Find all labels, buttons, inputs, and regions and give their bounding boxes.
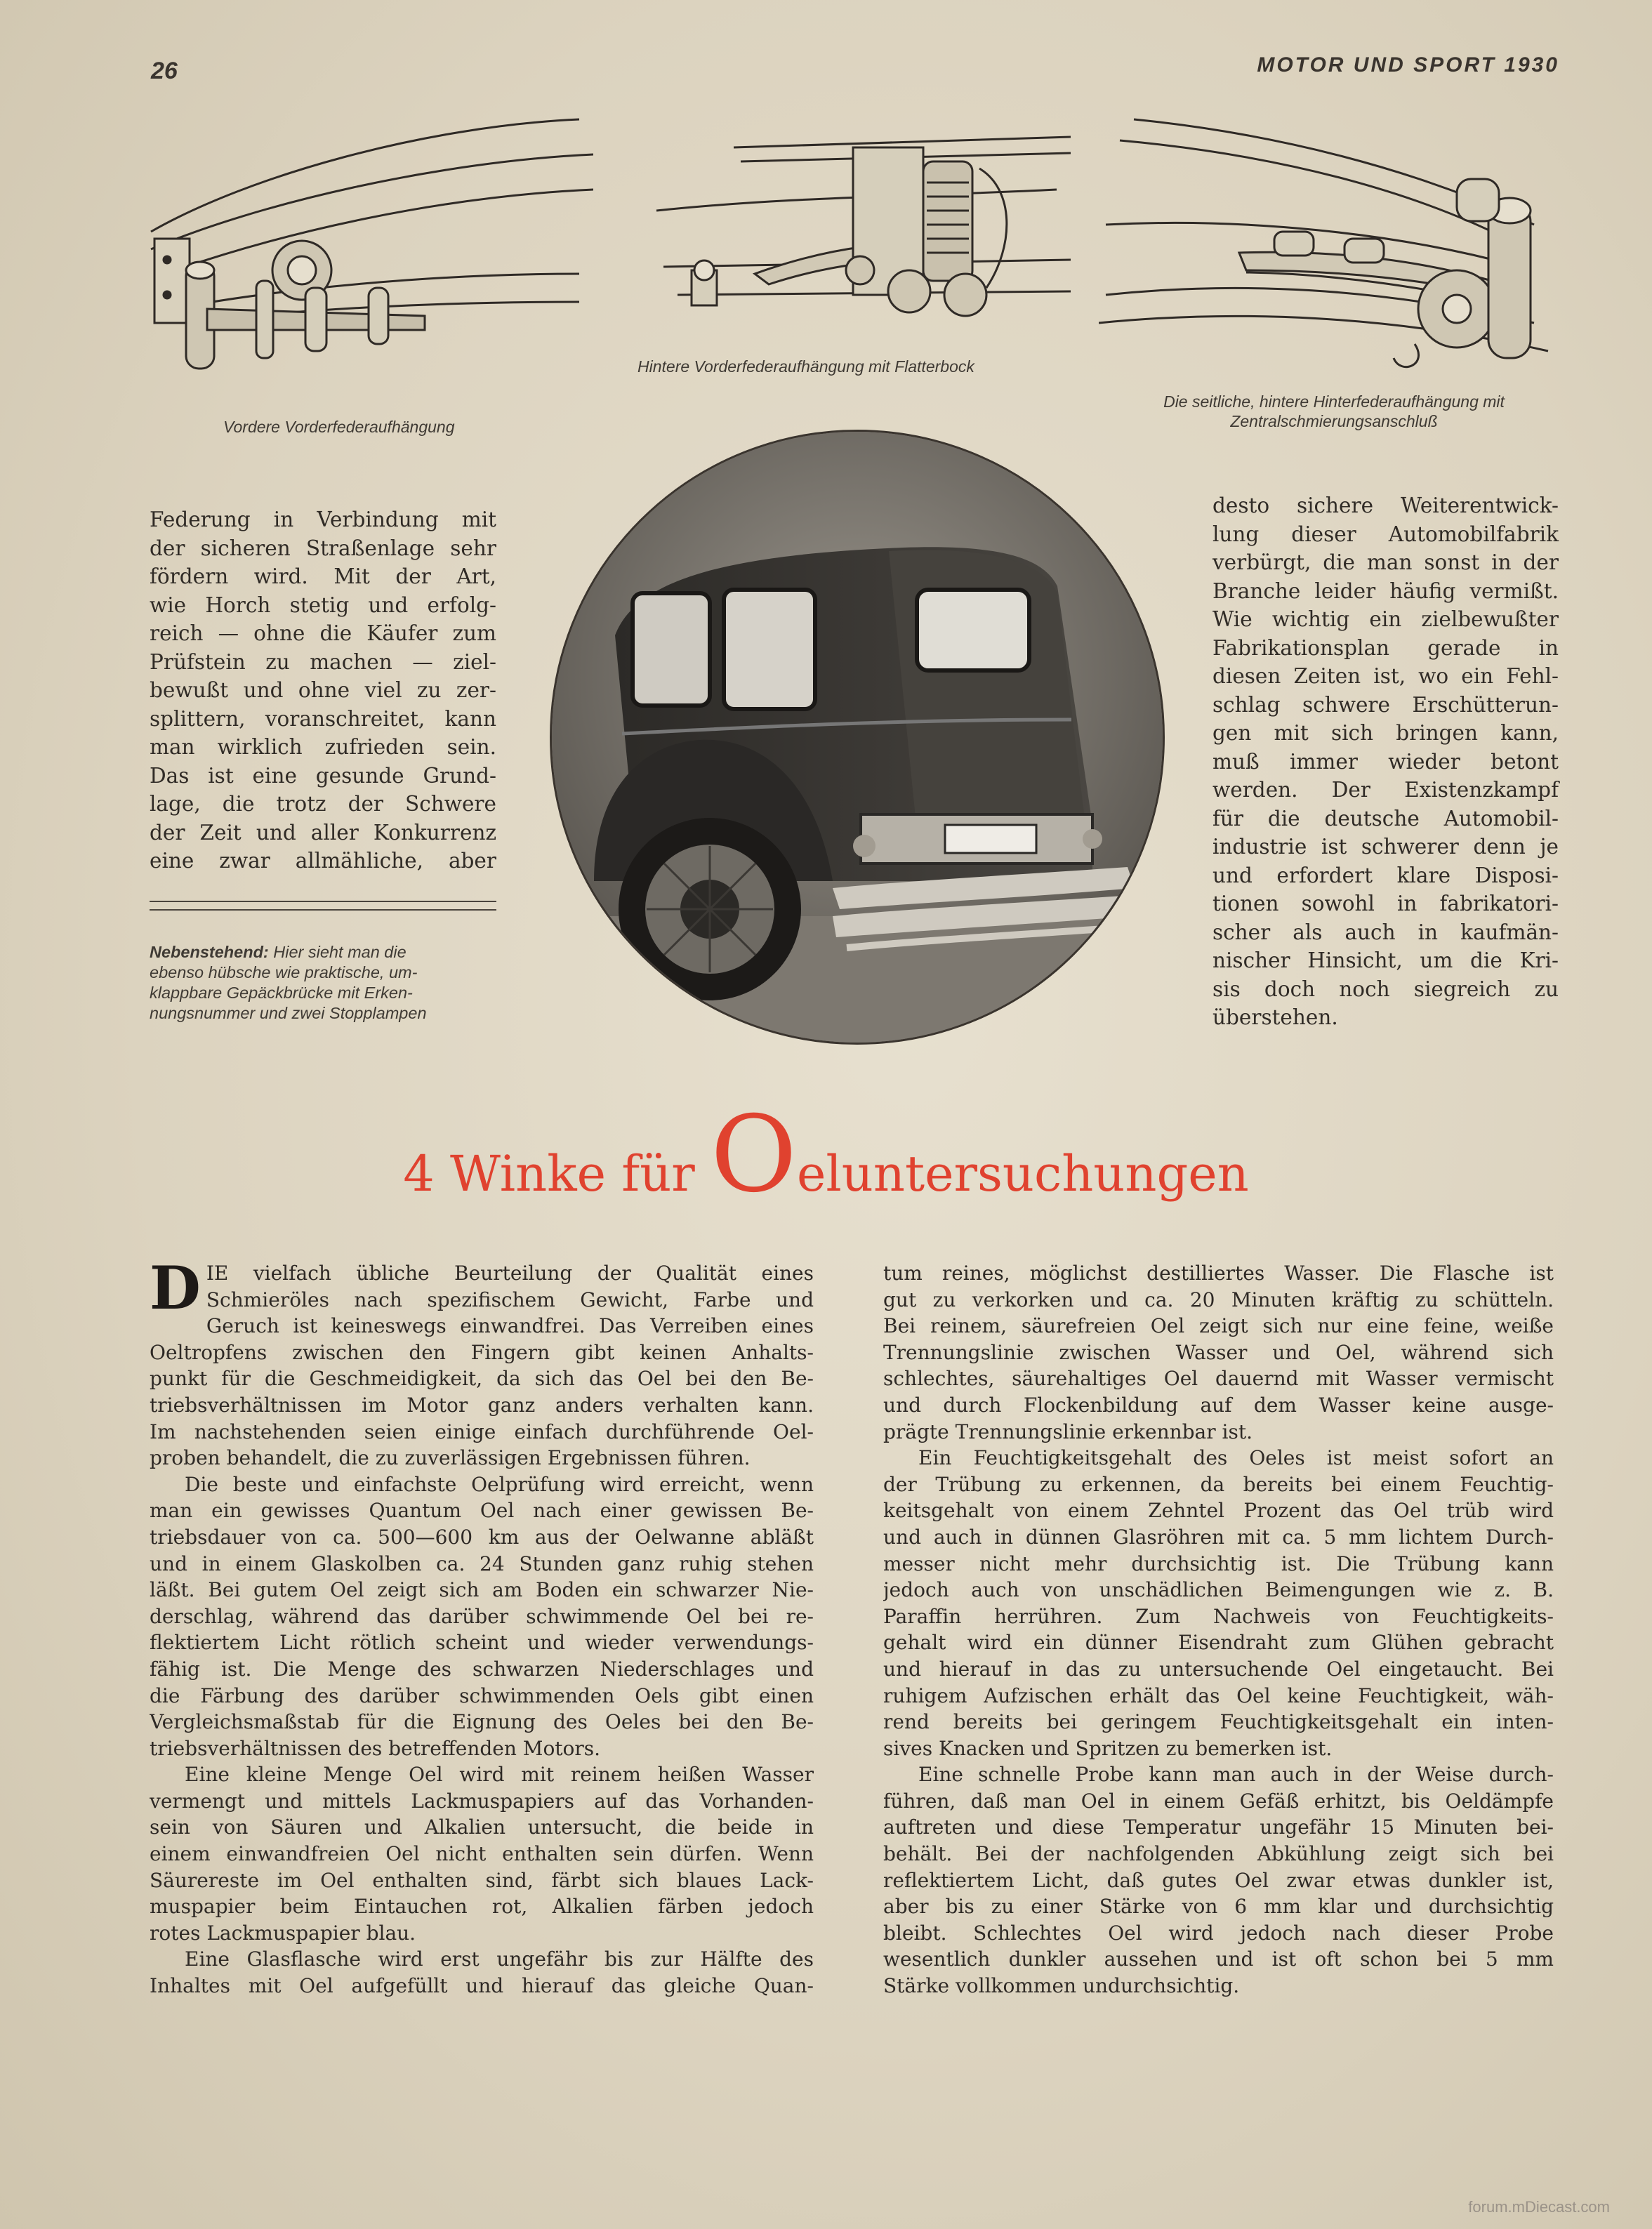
title-initial: O — [711, 1094, 797, 1216]
article-line: gut zu verkorken und ca. 20 Minuten kräftig zu schütteln. — [883, 1288, 1554, 1311]
text-line: sis doch noch siegreich zu — [1212, 977, 1559, 1001]
article-line: Eine schnelle Probe kann man auch in der Weise durch- — [918, 1763, 1554, 1787]
text-line: Fabrikationsplan gerade in — [1212, 635, 1559, 660]
text-line: desto sichere Weiterentwick- — [1212, 494, 1559, 517]
article-line: gehalt wird ein dünner Eisendraht zum Glühen gebracht — [883, 1631, 1554, 1655]
article-line: und auch in dünnen Glasröhren mit ca. 5 mm lichtem Durch- — [883, 1525, 1554, 1549]
rear-suspension-caption — [1109, 392, 1559, 431]
article-line: rotes Lackmuspapier blau. — [150, 1921, 416, 1945]
article-line: Paraffin herrühren. Zum Nachweis von Feuchtigkeits- — [883, 1604, 1554, 1628]
text-line: Wie wichtig ein zielbewußter — [1212, 607, 1559, 631]
car-rear-image — [552, 432, 1163, 1043]
article-line: Die beste und einfachste Oelprüfung wird erreicht, wenn — [185, 1472, 814, 1496]
article-line: triebsverhältnissen des betreffenden Motors. — [150, 1736, 601, 1760]
magazine-header: MOTOR UND SPORT 1930 — [1257, 53, 1559, 77]
right-column-text — [1212, 491, 1559, 1032]
article-line: reflektiertem Licht, daß gutes Oel zwar etwas dunkler ist, — [883, 1868, 1554, 1892]
drop-cap: D — [150, 1253, 201, 1323]
text-line: lung dieser Automobilfabrik — [1212, 522, 1559, 546]
text-line: reich — ohne die Käufer zum — [150, 621, 496, 645]
text-line: schlag schwere Erschütterun- — [1212, 692, 1559, 717]
article-line: einem einwandfreien Oel nicht enthalten sein dürfen. Wenn — [150, 1842, 814, 1866]
title-rest: eluntersuchungen — [796, 1145, 1249, 1203]
rear-front-suspension-caption: Hintere Vorderfederaufhängung mit Flatterbock — [637, 357, 974, 376]
text-line: gen mit sich bringen kann, — [1212, 721, 1559, 745]
article-line: und hierauf in das zu untersuchende Oel eingetaucht. Bei — [883, 1657, 1554, 1681]
article-column-2-lines — [883, 1260, 1554, 1999]
article-line: auftreten und diese Temperatur ungefähr 15 Minuten bei- — [883, 1815, 1554, 1839]
article-line: tum reines, möglichst destilliertes Wasser. Die Flasche ist — [883, 1262, 1554, 1285]
text-line: bewußt und ohne viel zu zer- — [150, 678, 496, 702]
article-line: sein von Säuren und Alkalien untersucht, die beide in — [150, 1815, 814, 1839]
article-line: Trennungslinie zwischen Wasser und Oel, während sich — [883, 1340, 1554, 1364]
article-line: Oeltropfens zwischen den Fingern gibt keinen Anhalts- — [150, 1340, 814, 1364]
text-line: Branche leider häufig vermißt. — [1212, 578, 1559, 603]
title-prefix: 4 Winke für — [403, 1145, 711, 1203]
front-suspension-caption: Vordere Vorderfederaufhängung — [223, 418, 455, 436]
photo-note-line: Hier sieht man die — [268, 943, 407, 961]
photo-note-line: ebenso hübsche wie praktische, um- — [150, 963, 418, 981]
photo-note-lead: Nebenstehend: — [150, 943, 269, 961]
column-rule-top — [150, 901, 496, 902]
article-line: Stärke vollkommen undurchsichtig. — [883, 1974, 1240, 1998]
text-line: der Zeit und aller Konkurrenz — [150, 820, 496, 845]
article-line: schlechtes, säurehaltiges Oel dauernd mit Wasser vermischt — [883, 1367, 1554, 1391]
text-line: für die deutsche Automobil- — [1212, 806, 1559, 831]
article-line: sives Knacken und Spritzen zu bemerken ist. — [883, 1736, 1333, 1760]
rear-suspension-drawing — [1099, 112, 1562, 379]
article-line: Inhaltes mit Oel aufgefüllt und hierauf das gleiche Quan- — [150, 1974, 814, 1998]
text-line: verbürgt, die man sonst in der — [1212, 550, 1559, 574]
article-line: Im nachstehenden seien einige einfach durchführende Oel- — [150, 1420, 814, 1443]
article-line: muspapier beim Eintauchen rot, Alkalien färben jedoch — [150, 1895, 814, 1919]
article-column-1-lines — [150, 1253, 814, 1999]
article-line: messer nicht mehr durchsichtig ist. Die Trübung kann — [883, 1552, 1554, 1575]
article-line: Eine kleine Menge Oel wird mit reinem heißen Wasser — [185, 1763, 814, 1787]
article-line: proben behandelt, die zu zuverlässigen Ergebnissen führen. — [150, 1446, 751, 1470]
article-line: und durch Flockenbildung auf dem Wasser keine ausge- — [883, 1393, 1554, 1417]
left-column-text — [150, 505, 496, 875]
article-line: IE vielfach übliche Beurteilung der Qualität eines — [206, 1262, 814, 1285]
article-line: läßt. Bei gutem Oel zeigt sich am Boden ein schwarzer Nie- — [150, 1578, 814, 1602]
article-line: führen, daß man Oel in einem Gefäß erhitzt, bis Oeldämpfe — [883, 1789, 1554, 1813]
text-line: man wirklich zufrieden sein. — [150, 735, 496, 759]
article-line: und in einem Glaskolben ca. 24 Stunden ganz ruhig stehen — [150, 1552, 814, 1575]
photo-note-line: nungsnummer und zwei Stopplampen — [150, 1004, 427, 1022]
article-line: Schmieröles nach spezifischem Gewicht, Farbe und — [206, 1288, 814, 1311]
text-line: werden. Der Existenzkampf — [1212, 778, 1559, 802]
article-line: keitsgehalt von einem Zehntel Prozent das Oel trüb wird — [883, 1499, 1554, 1523]
text-line: überstehen. — [1212, 1005, 1338, 1029]
page-number: 26 — [151, 58, 178, 84]
article-column-2 — [883, 1260, 1554, 1999]
rear-suspension-caption-line2: Zentralschmierungsanschluß — [1230, 412, 1438, 430]
article-line: rend bereits bei geringem Feuchtigkeitsgehalt ein inten- — [883, 1710, 1554, 1734]
article-line: Säurereste im Oel enthalten sind, färbt sich blaues Lack- — [150, 1868, 814, 1892]
article-line: ruhigem Aufzischen erhält das Oel keine Feuchtigkeit, wäh- — [883, 1684, 1554, 1707]
rear-suspension-caption-line1: Die seitliche, hintere Hinterfederaufhängung mit — [1163, 392, 1505, 411]
article-line: wesentlich dunkler aussehen und ist oft schon bei 5 mm — [883, 1947, 1554, 1971]
article-line: behält. Bei der nachfolgenden Abkühlung zeigt sich bei — [883, 1842, 1554, 1866]
text-line: wie Horch stetig und erfolg- — [150, 593, 496, 617]
text-line: scher als auch in kaufmän- — [1212, 920, 1559, 944]
article-line: fähig ist. Die Menge des schwarzen Niederschlages und — [150, 1657, 814, 1681]
text-line: industrie ist schwerer denn je — [1212, 835, 1559, 859]
text-line: Das ist eine gesunde Grund- — [150, 763, 496, 788]
article-line: Bei reinem, säurefreien Oel zeigt sich nur eine feine, weiße — [883, 1314, 1554, 1338]
article-line: triebsdauer von ca. 500—600 km aus der Oelwanne abläßt — [150, 1525, 814, 1549]
article-column-1 — [150, 1253, 814, 1999]
text-line: fördern wird. Mit der Art, — [150, 564, 496, 588]
article-line: die Färbung des darüber schwimmenden Oels gibt einen — [150, 1684, 814, 1707]
front-suspension-drawing — [144, 98, 593, 414]
article-line: bleibt. Schlechtes Oel wird jedoch nach dieser Probe — [883, 1921, 1554, 1945]
article-line: punkt für die Geschmeidigkeit, da sich das Oel bei den Be- — [150, 1367, 814, 1391]
article-line: flektiertem Licht rötlich scheint und wieder verwendungs- — [150, 1631, 814, 1655]
text-line: splittern, voranschreitet, kann — [150, 706, 496, 731]
watermark: forum.mDiecast.com — [1468, 2198, 1610, 2216]
photo-note — [150, 942, 501, 1024]
text-line: diesen Zeiten ist, wo ein Fehl- — [1212, 664, 1559, 688]
article-line: vermengt und mittels Lackmuspapiers auf das Vorhanden- — [150, 1789, 814, 1813]
article-title — [0, 1094, 1652, 1216]
article-line: Eine Glasflasche wird erst ungefähr bis zur Hälfte des — [185, 1947, 814, 1971]
article-line: derschlag, während das darüber schwimmende Oel bei re- — [150, 1604, 814, 1628]
text-line: nischer Hinsicht, um die Kri- — [1212, 948, 1559, 972]
text-line: lage, die trotz der Schwere — [150, 792, 496, 816]
article-line: Geruch ist keineswegs einwandfrei. Das Verreiben eines — [206, 1314, 814, 1338]
text-line: der sicheren Straßenlage sehr — [150, 536, 496, 560]
photo-note-line: klappbare Gepäckbrücke mit Erken- — [150, 984, 413, 1002]
column-rule-bottom — [150, 909, 496, 911]
article-line: Vergleichsmaßstab für die Eignung des Oeles bei den Be- — [150, 1710, 814, 1734]
article-line: der Trübung zu erkennen, da bereits bei einem Feuchtig- — [883, 1472, 1554, 1496]
text-line: muß immer wieder betont — [1212, 749, 1559, 774]
text-line: tionen sowohl in fabrikatori- — [1212, 892, 1559, 915]
text-line: und erfordert klare Disposi- — [1212, 863, 1559, 887]
article-line: Ein Feuchtigkeitsgehalt des Oeles ist meist sofort an — [918, 1446, 1554, 1470]
article-line: aber bis zu einer Stärke von 6 mm klar und durchsichtig — [883, 1895, 1554, 1919]
article-line: triebsverhältnissen im Motor ganz anders verhalten kann. — [150, 1393, 814, 1417]
article-line: man ein gewisses Quantum Oel nach einer gewissen Be- — [150, 1499, 814, 1523]
text-line: eine zwar allmähliche, aber — [150, 849, 496, 873]
rear-front-suspension-drawing — [649, 119, 1085, 358]
text-line: Federung in Verbindung mit — [150, 508, 496, 531]
car-rear-photo — [550, 430, 1165, 1045]
article-line: jedoch auch von unschädlichen Beimengungen wie z. B. — [883, 1578, 1554, 1602]
article-line: prägte Trennungslinie erkennbar ist. — [883, 1420, 1253, 1443]
text-line: Prüfstein zu machen — ziel- — [150, 649, 496, 674]
